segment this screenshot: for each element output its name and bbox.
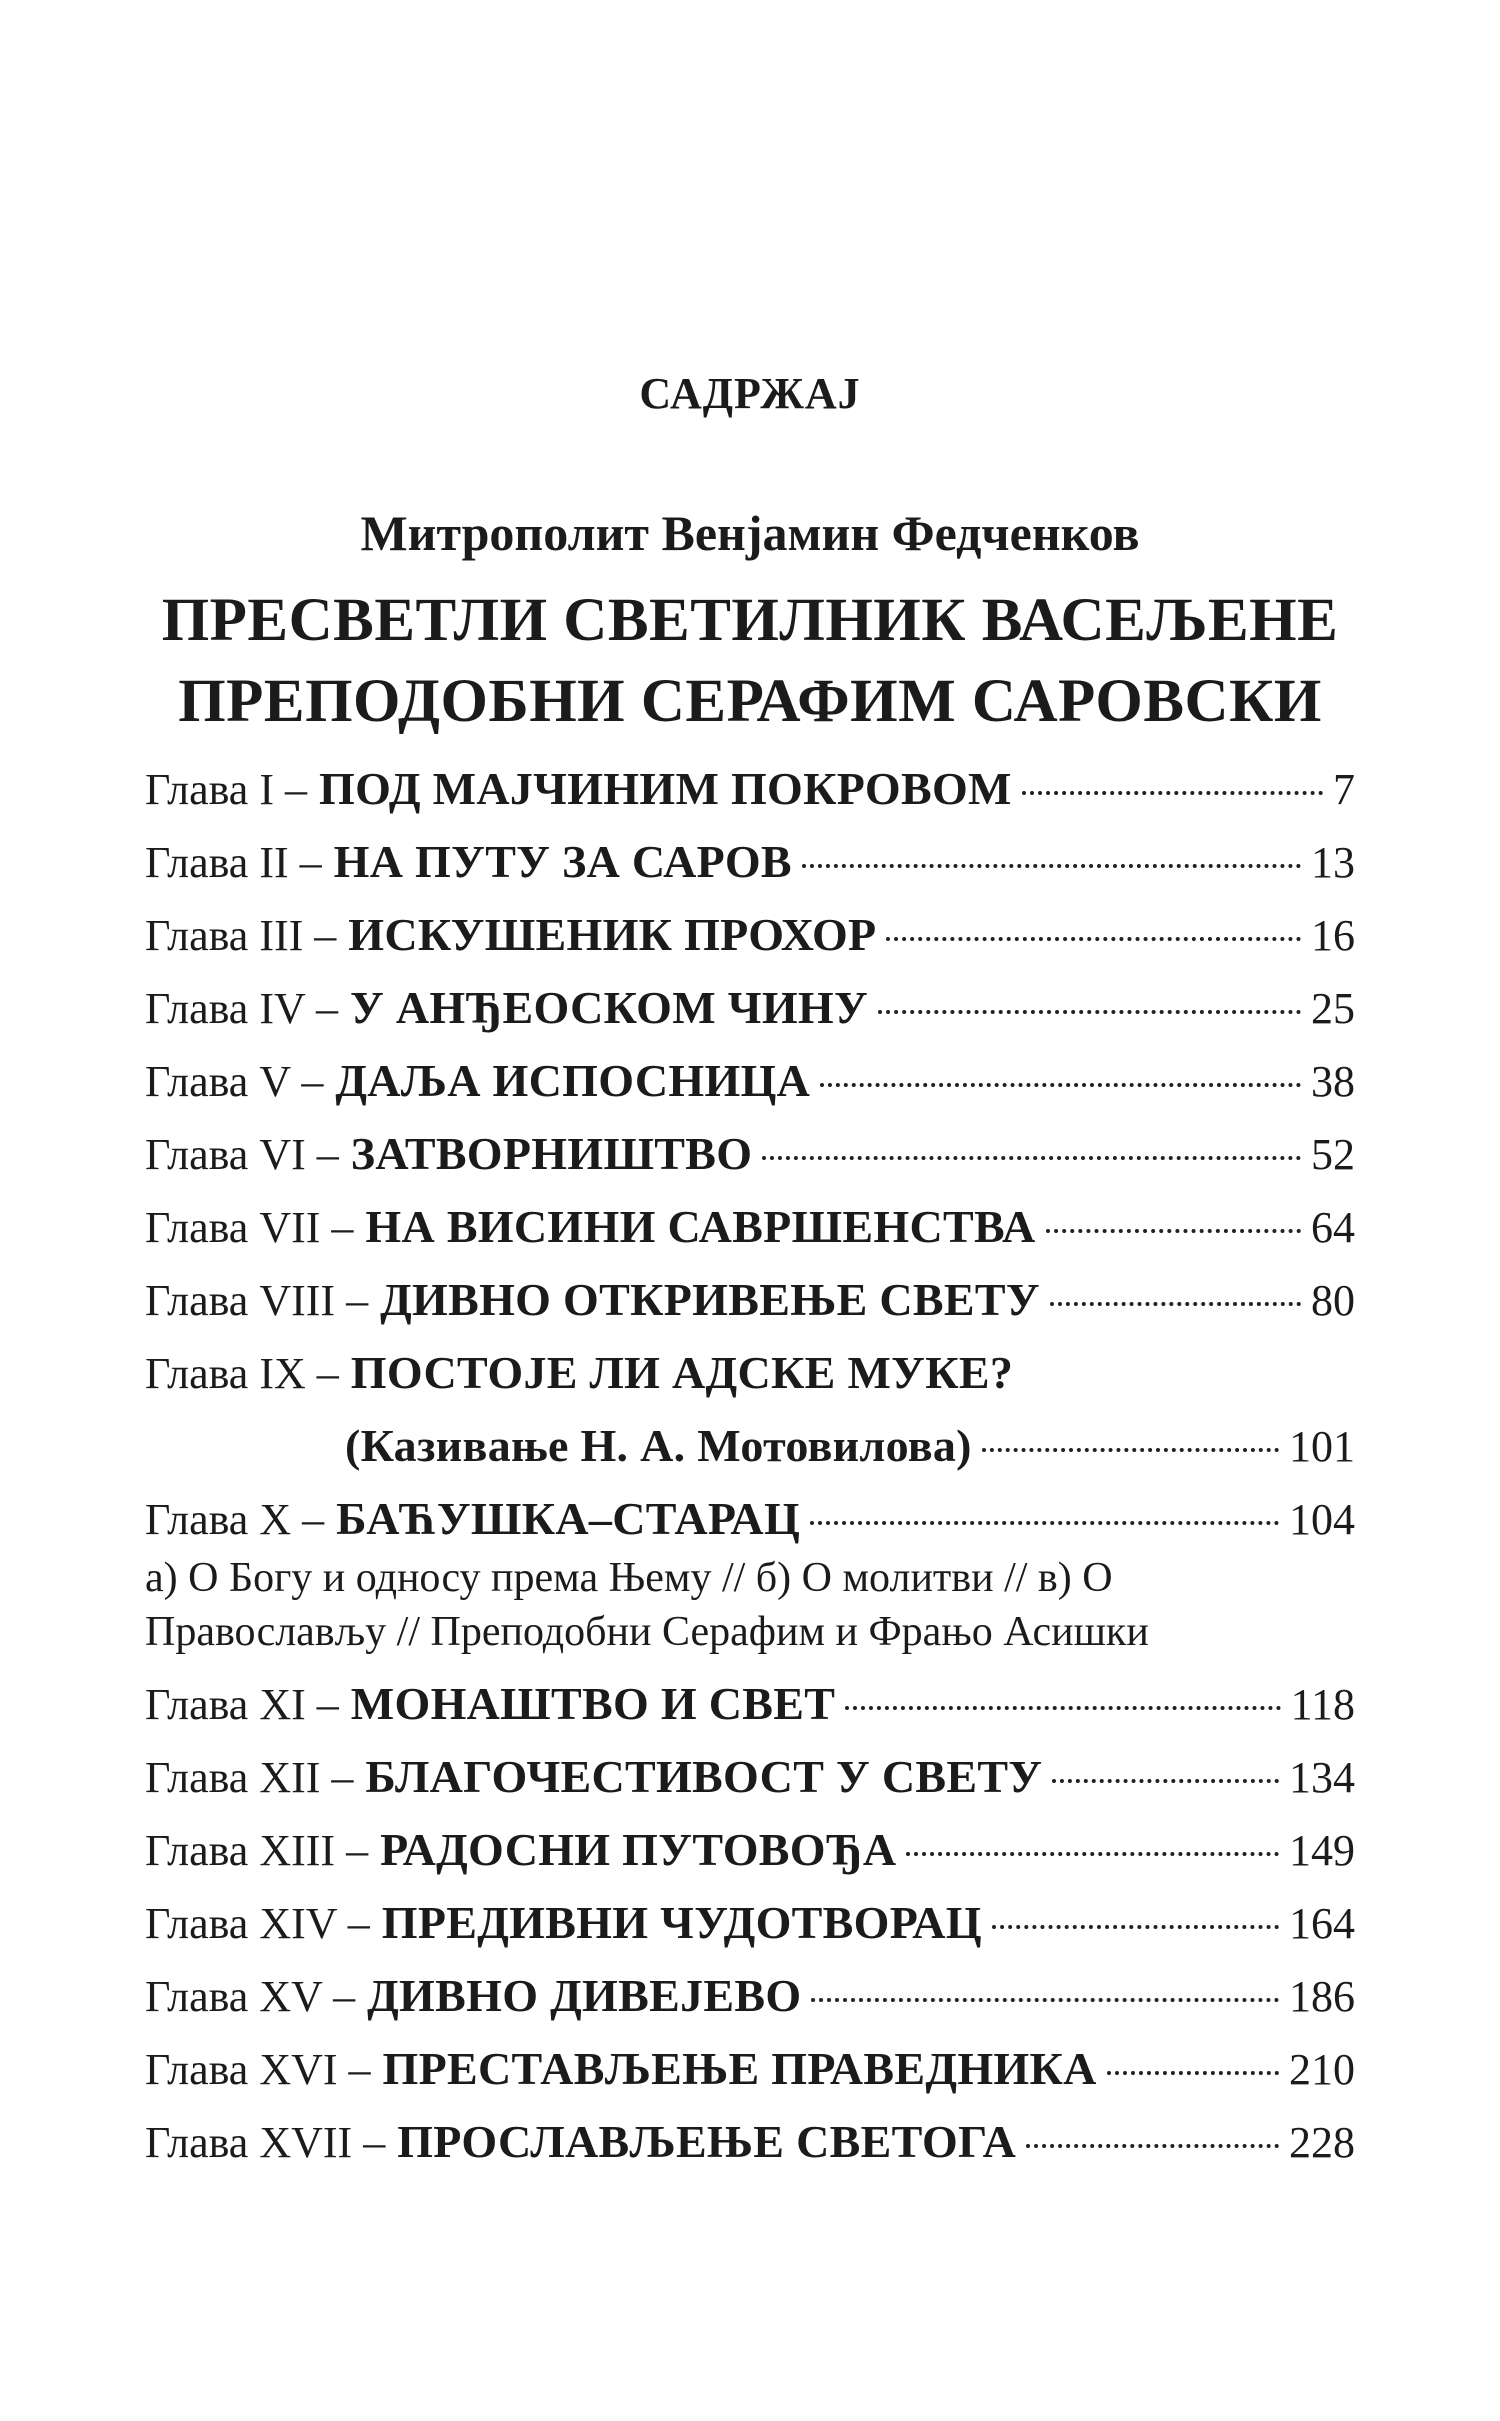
toc-entry — [145, 1275, 1355, 1326]
chapter-title: БАЋУШКА–СТАРАЦ — [336, 1493, 801, 1544]
dot-leader — [1026, 2144, 1279, 2148]
toc-entry-main-line — [145, 1825, 1355, 1876]
dot-leader — [1050, 1302, 1301, 1306]
toc-entry — [145, 1898, 1355, 1949]
dot-leader — [886, 937, 1301, 941]
page-number: 228 — [1289, 2118, 1355, 2167]
chapter-title: ДИВНО ОТКРИВЕЊЕ СВЕТУ — [380, 1274, 1040, 1325]
toc-entry — [145, 1679, 1355, 1730]
chapter-subtitle: (Казивање Н. А. Мотовилова) — [345, 1420, 972, 1471]
toc-entry-main-line — [145, 1679, 1355, 1730]
chapter-label: Глава VI – — [145, 1130, 339, 1179]
toc-entry — [145, 1056, 1355, 1107]
page-number: 52 — [1311, 1130, 1355, 1179]
toc-entry — [145, 837, 1355, 888]
toc-entry-main-line — [145, 2044, 1355, 2095]
chapter-title: ПРОСЛАВЉЕЊЕ СВЕТОГА — [397, 2116, 1017, 2167]
chapter-label: Глава IX – — [145, 1349, 339, 1398]
page-number: 134 — [1289, 1753, 1355, 1802]
toc-entry-main-line — [145, 910, 1355, 961]
chapter-title: ИСКУШЕНИК ПРОХОР — [348, 909, 877, 960]
chapter-note: а) О Богу и односу према Њему // б) О молитви // в) О Православљу // Преподобни Серафим и Фрањо Асишки — [145, 1555, 1149, 1655]
chapter-label: Глава XV – — [145, 1972, 356, 2021]
dot-leader — [878, 1010, 1301, 1014]
toc-entry-main-line — [145, 1898, 1355, 1949]
toc-entry-main-line — [145, 764, 1355, 815]
chapter-label: Глава III – — [145, 911, 337, 960]
page-number: 80 — [1311, 1276, 1355, 1325]
toc-entry-main-line — [145, 1202, 1355, 1253]
chapter-title: ПОСТОЈЕ ЛИ АДСКЕ МУКЕ? — [350, 1347, 1014, 1398]
chapter-title: МОНАШТВО И СВЕТ — [350, 1678, 836, 1729]
dot-leader — [1107, 2071, 1279, 2075]
book-author: Митрополит Венјамин Федченков — [360, 505, 1140, 561]
dot-leader — [802, 864, 1301, 868]
toc-entry — [145, 1129, 1355, 1180]
toc-list — [145, 764, 1355, 2168]
page-title: САДРЖАЈ — [639, 369, 861, 418]
toc-entry-main-line — [145, 2117, 1355, 2168]
chapter-title: У АНЂЕОСКОМ ЧИНУ — [349, 982, 869, 1033]
page-number: 38 — [1311, 1057, 1355, 1106]
page-number: 210 — [1289, 2045, 1355, 2094]
page-number: 149 — [1289, 1826, 1355, 1875]
chapter-label: Глава XII – — [145, 1753, 354, 1802]
chapter-title: ДИВНО ДИВЕЈЕВО — [367, 1970, 802, 2021]
chapter-label: Глава IV – — [145, 984, 338, 1033]
chapter-label: Глава XI – — [145, 1680, 339, 1729]
chapter-label: Глава VIII – — [145, 1276, 369, 1325]
toc-entry-main-line — [145, 1348, 1355, 1399]
toc-entry — [145, 1348, 1355, 1472]
chapter-label: Глава II – — [145, 838, 322, 887]
page-number: 164 — [1289, 1899, 1355, 1948]
chapter-title: ПОД МАЈЧИНИМ ПОКРОВОМ — [319, 763, 1012, 814]
chapter-title: НА ВИСИНИ САВРШЕНСТВА — [365, 1201, 1036, 1252]
toc-entry — [145, 1825, 1355, 1876]
dot-leader — [810, 1521, 1279, 1525]
toc-entry — [145, 983, 1355, 1034]
toc-entry-main-line — [145, 1056, 1355, 1107]
dot-leader — [820, 1083, 1301, 1087]
chapter-label: Глава VII – — [145, 1203, 354, 1252]
toc-entry — [145, 1752, 1355, 1803]
dot-leader — [1022, 791, 1323, 795]
page-number: 16 — [1311, 911, 1355, 960]
dot-leader — [811, 1998, 1279, 2002]
page-number: 101 — [1289, 1422, 1355, 1471]
toc-entry-main-line — [145, 1129, 1355, 1180]
chapter-label: Глава V – — [145, 1057, 324, 1106]
chapter-title: ДАЉА ИСПОСНИЦА — [335, 1055, 811, 1106]
toc-entry — [145, 2117, 1355, 2168]
chapter-title: ПРЕСТАВЉЕЊЕ ПРАВЕДНИКА — [382, 2043, 1097, 2094]
dot-leader — [1046, 1229, 1301, 1233]
chapter-title: ЗАТВОРНИШТВО — [350, 1128, 753, 1179]
toc-entry-main-line — [145, 1494, 1355, 1545]
dot-leader — [992, 1925, 1279, 1929]
dot-leader — [982, 1448, 1279, 1452]
page-number: 186 — [1289, 1972, 1355, 2021]
toc-entry-main-line — [145, 1752, 1355, 1803]
page-number: 64 — [1311, 1203, 1355, 1252]
toc-entry-main-line — [145, 1275, 1355, 1326]
chapter-title: РАДОСНИ ПУТОВОЂА — [380, 1824, 897, 1875]
page-number: 104 — [1289, 1495, 1355, 1544]
toc-entry-sub-line — [145, 1421, 1355, 1472]
book-title-line-1: ПРЕСВЕТЛИ СВЕТИЛНИК ВАСЕЉЕНЕ — [161, 587, 1339, 654]
toc-entry — [145, 1202, 1355, 1253]
toc-entry-main-line — [145, 837, 1355, 888]
toc-entry — [145, 1971, 1355, 2022]
toc-entry-main-line — [145, 983, 1355, 1034]
toc-entry — [145, 2044, 1355, 2095]
chapter-label: Глава XIII – — [145, 1826, 369, 1875]
chapter-title: БЛАГОЧЕСТИВОСТ У СВЕТУ — [365, 1751, 1043, 1802]
chapter-label: Глава I – — [145, 765, 307, 814]
toc-entry — [145, 1494, 1355, 1659]
toc-entry — [145, 764, 1355, 815]
page-number: 13 — [1311, 838, 1355, 887]
dot-leader — [762, 1156, 1301, 1160]
toc-entry-main-line — [145, 1971, 1355, 2022]
page-number: 7 — [1333, 765, 1355, 814]
dot-leader — [906, 1852, 1279, 1856]
chapter-label: Глава XVI – — [145, 2045, 371, 2094]
book-header — [145, 505, 1355, 742]
chapter-label: Глава XVII – — [145, 2118, 386, 2167]
toc-entry — [145, 910, 1355, 961]
page-number: 118 — [1290, 1680, 1355, 1729]
dot-leader — [845, 1706, 1280, 1710]
chapter-label: Глава X – — [145, 1495, 325, 1544]
book-title-line-2: ПРЕПОДОБНИ СЕРАФИМ САРОВСКИ — [178, 668, 1322, 735]
chapter-title: ПРЕДИВНИ ЧУДОТВОРАЦ — [381, 1897, 982, 1948]
chapter-title: НА ПУТУ ЗА САРОВ — [333, 836, 792, 887]
dot-leader — [1052, 1779, 1279, 1783]
chapter-label: Глава XIV – — [145, 1899, 370, 1948]
page-number: 25 — [1311, 984, 1355, 1033]
